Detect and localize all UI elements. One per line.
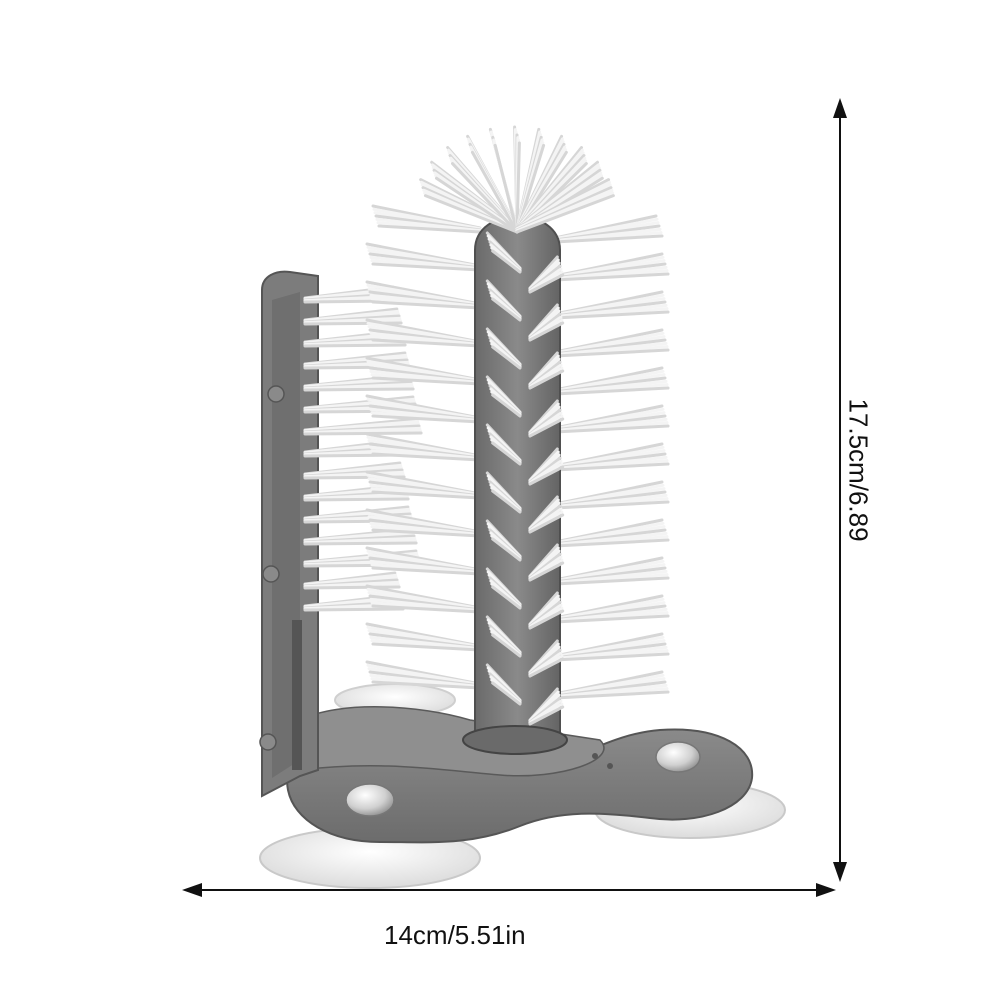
- center-bristle-tuft-left: [367, 662, 480, 688]
- side-bristle-tuft: [305, 309, 401, 324]
- center-bristle-tuft-right: [555, 216, 662, 242]
- side-brush-panel: [260, 272, 318, 796]
- center-bristle-tuft-right: [555, 444, 668, 470]
- height-dimension-label: 17.5cm/6.89: [843, 398, 874, 542]
- center-bristle-tuft-left: [367, 510, 480, 536]
- center-bristle-tuft-left: [367, 244, 480, 270]
- center-bristle-tuft-left: [367, 358, 480, 384]
- height-arrow-head-bottom: [833, 862, 847, 882]
- center-brush: [367, 127, 668, 754]
- center-bristle-tuft-right: [555, 406, 668, 432]
- panel-rivet-middle: [263, 566, 279, 582]
- center-bristle-tuft-left: [367, 282, 480, 308]
- screw-left: [346, 784, 394, 816]
- center-bristle-tuft-right: [555, 292, 668, 318]
- center-bristle-tuft-right: [555, 520, 668, 546]
- center-bristle-tuft-right: [555, 634, 668, 660]
- center-bristle-tuft-right: [555, 254, 668, 280]
- height-arrow-head-top: [833, 98, 847, 118]
- center-bristle-tuft-left: [367, 624, 480, 650]
- center-bristle-tuft-right: [555, 596, 668, 622]
- width-dimension-label: 14cm/5.51in: [384, 920, 526, 950]
- center-bristle-tuft-left: [367, 434, 480, 460]
- center-bristle-tuft-left: [367, 320, 480, 346]
- side-bristle-tuft: [305, 573, 399, 588]
- width-arrow-head-left: [182, 883, 202, 897]
- width-arrow-head-right: [816, 883, 836, 897]
- panel-rivet-bottom: [260, 734, 276, 750]
- side-bristle-tuft: [305, 419, 421, 434]
- screw-right: [656, 742, 700, 772]
- center-bristle-tuft-right: [555, 672, 668, 698]
- post-collar: [463, 726, 567, 754]
- center-bristle-tuft-left: [367, 548, 480, 574]
- panel-rivet-top: [268, 386, 284, 402]
- center-bristle-tuft-right: [555, 482, 668, 508]
- center-bristle-tuft-left: [367, 396, 480, 422]
- center-bristle-tuft-right: [555, 558, 668, 584]
- center-bristle-tuft-right: [555, 368, 668, 394]
- center-bristle-tuft-left: [367, 586, 480, 612]
- center-bristle-tuft-left: [367, 472, 480, 498]
- center-bristle-tuft-right: [555, 330, 668, 356]
